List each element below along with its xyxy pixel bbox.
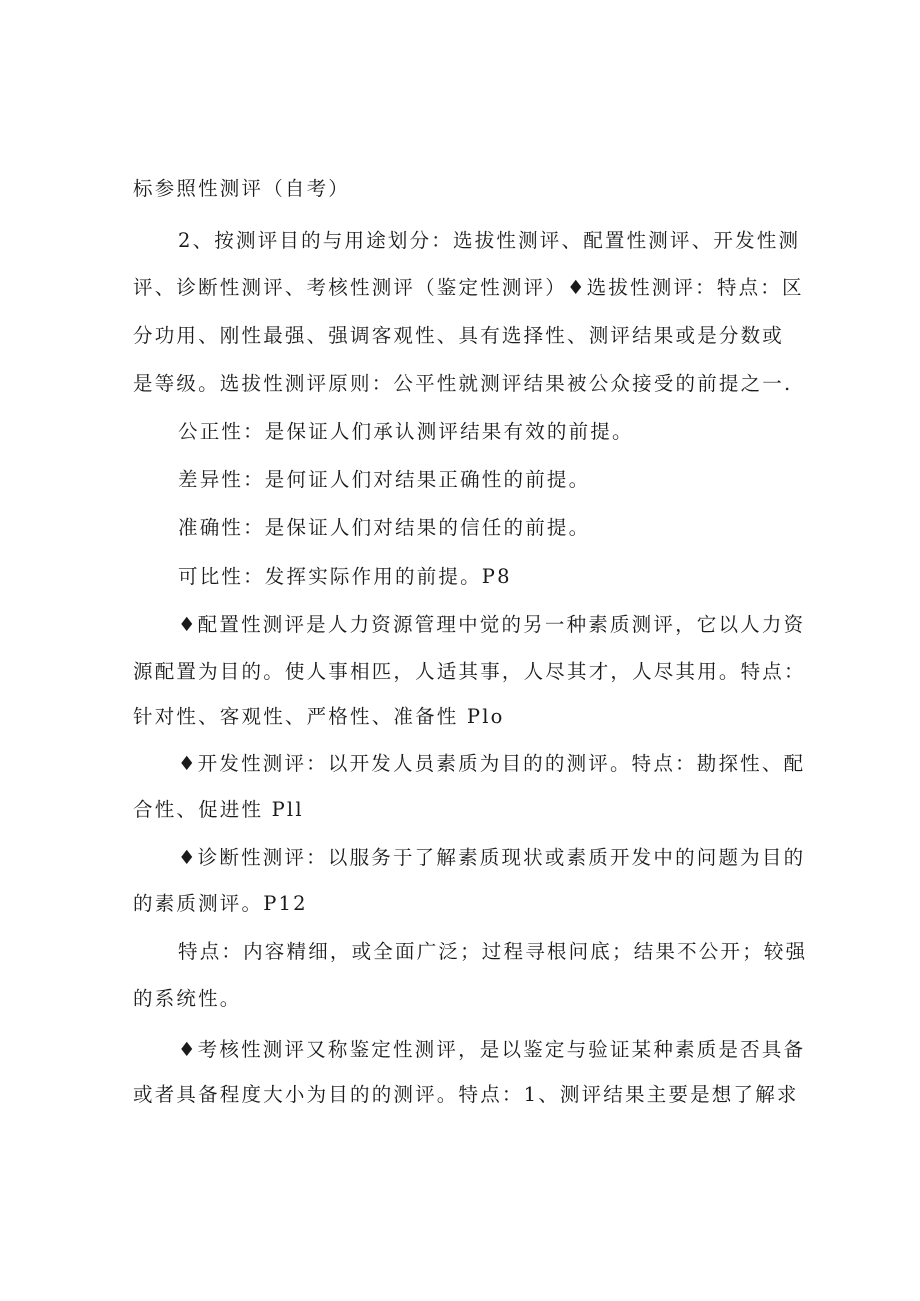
text-line: 公正性：是保证人们承认测评结果有效的前提。 [178, 420, 634, 443]
text-line: 标参照性测评（自考） [133, 177, 351, 200]
text-line: 差异性：是何证人们对结果正确性的前提。 [178, 468, 591, 491]
text-line: 针对性、客观性、严格性、准备性 Plo [133, 705, 505, 728]
text-line: 是等级。选拔性测评原则：公平性就测评结果被公众接受的前提之一. [133, 372, 793, 395]
text-line: 可比性：发挥实际作用的前提。P8 [178, 565, 512, 588]
text-line: 2、按测评目的与用途划分：选拔性测评、配置性测评、开发性测 [178, 229, 801, 252]
text-line: 准确性：是保证人们对结果的信任的前提。 [178, 516, 591, 539]
text-line: 或者具备程度大小为目的的测评。特点：1、测评结果主要是想了解求 [133, 1083, 799, 1106]
text-line: 的素质测评。P12 [133, 892, 308, 915]
text-line: 合性、促进性 Pll [133, 798, 304, 821]
text-line: 特点：内容精细，或全面广泛；过程寻根问底；结果不公开；较强 [178, 940, 808, 963]
text-line: ♦考核性测评又称鉴定性测评，是以鉴定与验证某种素质是否具备 [178, 1038, 806, 1061]
text-line: ♦诊断性测评：以服务于了解素质现状或素质开发中的问题为目的 [178, 846, 806, 869]
text-line: 分功用、刚性最强、强调客观性、具有选择性、测评结果或是分数或 [133, 324, 785, 347]
text-line: 评、诊断性测评、考核性测评（鉴定性测评）♦选拔性测评：特点：区 [133, 276, 804, 299]
text-line: 源配置为目的。使人事相匹，人适其事，人尽其才，人尽其用。特点： [133, 660, 806, 683]
text-line: 的系统性。 [133, 987, 242, 1010]
text-line: ♦配置性测评是人力资源管理中觉的另一种素质测评，它以人力资 [178, 613, 806, 636]
text-line: ♦开发性测评：以开发人员素质为目的的测评。特点：勘探性、配 [178, 752, 806, 775]
